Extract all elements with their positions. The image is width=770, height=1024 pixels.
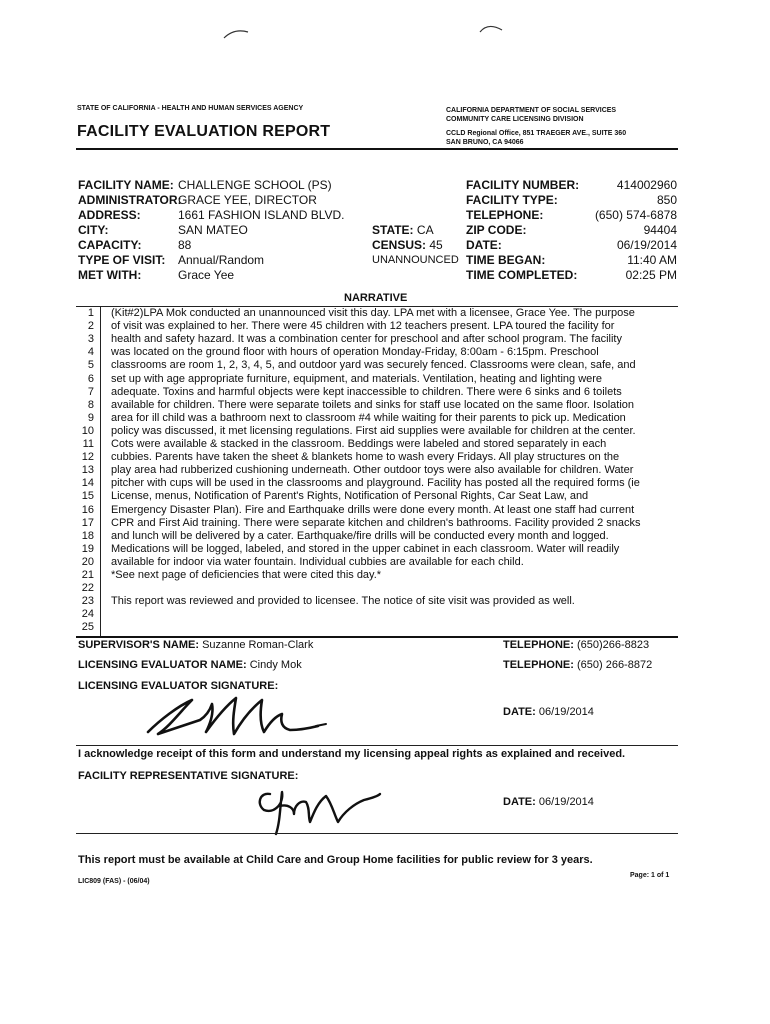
- evaluator-signature-rule: [76, 745, 678, 746]
- evaluator-phone-row: [503, 658, 652, 672]
- visit-type-label: TYPE OF VISIT:: [78, 253, 166, 267]
- page-number: Page: 1 of 1: [630, 872, 670, 879]
- narrative-line: classrooms are room 1, 2, 3, 4, 5, and outdoor yard was securely fenced. Classrooms were clean, safe, and: [111, 359, 636, 372]
- narrative-line-number: 13: [81, 464, 94, 477]
- narrative-line-number: 12: [81, 451, 94, 464]
- rep-signature-rule: [76, 833, 678, 834]
- narrative-line-number: 3: [87, 333, 94, 346]
- rep-date-label: DATE:: [503, 796, 536, 808]
- supervisor-row: [78, 638, 313, 652]
- narrative-line-number: 9: [87, 411, 94, 424]
- census: 45: [429, 238, 443, 252]
- evaluator-date: 06/19/2014: [538, 706, 594, 718]
- visit-date: 06/19/2014: [616, 238, 677, 252]
- evaluator-date-label: DATE:: [503, 706, 536, 718]
- narrative-line-number: 15: [81, 490, 94, 503]
- capacity-label: CAPACITY:: [78, 238, 142, 252]
- evaluator-label: LICENSING EVALUATOR NAME:: [78, 659, 247, 671]
- time-completed-label: TIME COMPLETED:: [466, 268, 578, 282]
- supervisor-phone-label: TELEPHONE:: [503, 639, 574, 651]
- evaluator-row: [78, 658, 302, 672]
- time-began-label: TIME BEGAN:: [466, 253, 546, 267]
- narrative-line-number: 4: [87, 346, 94, 359]
- narrative-title: NARRATIVE: [344, 292, 408, 304]
- supervisor-label: SUPERVISOR'S NAME:: [78, 639, 199, 651]
- visit-type: Annual/Random: [178, 253, 265, 267]
- supervisor-phone: (650)266-8823: [576, 639, 650, 651]
- narrative-line-number: 8: [87, 398, 94, 411]
- facility-type-label: FACILITY TYPE:: [466, 193, 558, 207]
- city-label: CITY:: [78, 223, 109, 237]
- form-code: LIC809 (FAS) - (06/04): [78, 878, 150, 885]
- narrative-line-number: 5: [87, 359, 94, 372]
- rep-date-row: [503, 795, 594, 809]
- narrative-line: This report was reviewed and provided to licensee. The notice of site visit was provided as well.: [111, 595, 575, 608]
- narrative-line-number: 1: [87, 307, 94, 319]
- narrative-line-number: 20: [81, 555, 94, 568]
- evaluator-phone-label: TELEPHONE:: [503, 659, 574, 671]
- facility-info-middle: [372, 223, 459, 268]
- narrative-line-number: 19: [81, 542, 94, 555]
- facility-number-label: FACILITY NUMBER:: [466, 178, 580, 192]
- facility-info-right-values: [560, 178, 677, 283]
- facility-name: CHALLENGE SCHOOL (PS): [178, 178, 332, 192]
- narrative-line: set up with age appropriate furniture, equipment, and materials. Ventilation, heating and lighting were: [111, 372, 603, 385]
- narrative-line: adequate. Toxins and harmful objects were kept inaccessible to children. There were 6 sinks and 6 toilets: [111, 385, 622, 398]
- address: 1661 FASHION ISLAND BLVD.: [178, 208, 345, 222]
- time-completed: 02:25 PM: [625, 268, 677, 282]
- representative-signature: [250, 778, 390, 838]
- telephone: (650) 574-6878: [594, 208, 677, 222]
- narrative-line: License, menus, Notification of Parent's Rights, Notification of Personal Rights, Car Seat Law, and: [111, 490, 589, 503]
- dept-line-2: COMMUNITY CARE LICENSING DIVISION: [446, 116, 584, 123]
- narrative-line: Medications will be logged, labeled, and stored in the upper cabinet in each classroom. Water will readily: [111, 542, 620, 555]
- capacity: 88: [178, 238, 192, 252]
- narrative-line-number: 7: [87, 385, 94, 398]
- narrative-line-number: 2: [87, 320, 94, 333]
- census-label: CENSUS:: [372, 238, 427, 252]
- narrative-line-number: 24: [81, 608, 94, 621]
- administrator: GRACE YEE, DIRECTOR: [178, 193, 317, 207]
- narrative-line: play area had rubberized cushioning underneath. Other outdoor toys were also available for children. Water: [111, 464, 634, 477]
- evaluator-phone: (650) 266-8872: [576, 659, 653, 671]
- narrative-line-number: 18: [81, 529, 94, 542]
- narrative-line-number: 14: [81, 477, 94, 490]
- narrative-line-number: 21: [81, 569, 94, 581]
- narrative-line: Emergency Disaster Plan). Fire and Earthquake drills were done every month. At least one staff had current: [111, 503, 635, 516]
- narrative-line: was located on the ground floor with hours of operation Monday-Friday, 8:00am - 6:15pm. Preschool: [111, 346, 599, 359]
- supervisor-name: Suzanne Roman-Clark: [202, 639, 314, 651]
- met-with-label: MET WITH:: [78, 268, 142, 282]
- narrative-line: cubbies. Parents have taken the sheet & blankets home to wash every Fridays. All play structures on the: [111, 451, 620, 464]
- supervisor-phone-row: [503, 638, 649, 652]
- state-label: STATE:: [372, 223, 414, 237]
- narrative-line-number: 25: [81, 621, 94, 634]
- narrative-line-number: 6: [87, 372, 94, 385]
- narrative-line: policy was discussed, it met licensing regulations. First aid supplies were available for children at the center.: [111, 424, 636, 437]
- header-divider: [76, 148, 678, 150]
- met-with: Grace Yee: [178, 268, 235, 282]
- office-line-1: CCLD Regional Office, 851 TRAEGER AVE., SUITE 360: [446, 130, 627, 137]
- punch-mark-right: [478, 20, 508, 36]
- date-label: DATE:: [466, 238, 502, 252]
- evaluator-date-row: [503, 705, 594, 719]
- state: CA: [416, 223, 434, 237]
- facility-name-label: FACILITY NAME:: [78, 178, 174, 192]
- narrative-line-number: 17: [81, 516, 94, 529]
- narrative-line-number: 11: [82, 438, 94, 450]
- facility-number: 414002960: [616, 178, 677, 192]
- evaluator-signature: [140, 690, 360, 750]
- narrative-line: available for children. There were separate toilets and sinks for staff use located on the same floor. Isolation: [111, 398, 634, 411]
- telephone-label: TELEPHONE:: [466, 208, 544, 222]
- rep-date: 06/19/2014: [538, 796, 594, 808]
- narrative-line-number: 23: [81, 595, 94, 608]
- evaluator-name: Cindy Mok: [249, 659, 302, 671]
- narrative-line: *See next page of deficiencies that were cited this day.*: [111, 569, 382, 581]
- narrative-line: health and safety hazard. It was a combination center for preschool and after school program. The facility: [111, 333, 622, 346]
- page-title: FACILITY EVALUATION REPORT: [77, 123, 331, 140]
- zip-label: ZIP CODE:: [466, 223, 527, 237]
- narrative-line: Cots were available & stacked in the classroom. Beddings were labeled and stored separately in each: [111, 438, 607, 450]
- narrative-line-number: 22: [81, 582, 94, 595]
- narrative-line: pitcher with cups will be used in the classrooms and playground. Facility has posted all the required forms (ie: [111, 477, 640, 490]
- line-number-divider: [100, 306, 101, 636]
- address-label: ADDRESS:: [78, 208, 141, 222]
- facility-type: 850: [656, 193, 677, 207]
- rep-signature-label: FACILITY REPRESENTATIVE SIGNATURE:: [78, 770, 299, 782]
- acknowledgement: I acknowledge receipt of this form and understand my licensing appeal rights as explained and received.: [78, 748, 626, 760]
- evaluator-signature-label: LICENSING EVALUATOR SIGNATURE:: [78, 680, 279, 692]
- narrative-line: (Kit#2)LPA Mok conducted an unannounced visit this day. LPA met with a licensee, Grace Yee. The purpose: [111, 307, 635, 319]
- narrative-line: area for ill child was a bathroom next to classroom #4 while waiting for their parents to pick up. Medication: [111, 411, 626, 424]
- narrative-line: available for indoor via water fountain. Individual cubbies are available for each child.: [111, 555, 524, 568]
- city: SAN MATEO: [178, 223, 248, 237]
- dept-line-1: CALIFORNIA DEPARTMENT OF SOCIAL SERVICES: [446, 107, 617, 114]
- unannounced: UNANNOUNCED: [372, 254, 459, 266]
- facility-info-left: [78, 178, 378, 283]
- agency-line: STATE OF CALIFORNIA - HEALTH AND HUMAN SERVICES AGENCY: [77, 105, 304, 112]
- punch-mark-left: [222, 24, 252, 40]
- narrative-line: of visit was explained to her. There were 45 children with 12 teachers present. LPA toured the facility for: [111, 320, 615, 333]
- narrative-line-number: 16: [81, 503, 94, 516]
- zip-code: 94404: [643, 223, 677, 237]
- administrator-label: ADMINISTRATOR:: [78, 193, 182, 207]
- office-line-2: SAN BRUNO, CA 94066: [446, 139, 524, 146]
- narrative-line-number: 10: [81, 424, 94, 437]
- narrative-line: CPR and First Aid training. There were separate kitchen and children's bathrooms. Facility provided 2 snacks: [111, 516, 641, 529]
- narrative-line: and lunch will be delivered by a cater. Earthquake/fire drills will be conducted every month and logged.: [111, 529, 609, 542]
- time-began: 11:40 AM: [627, 253, 677, 267]
- public-review-notice: This report must be available at Child Care and Group Home facilities for public review for 3 years.: [78, 854, 593, 866]
